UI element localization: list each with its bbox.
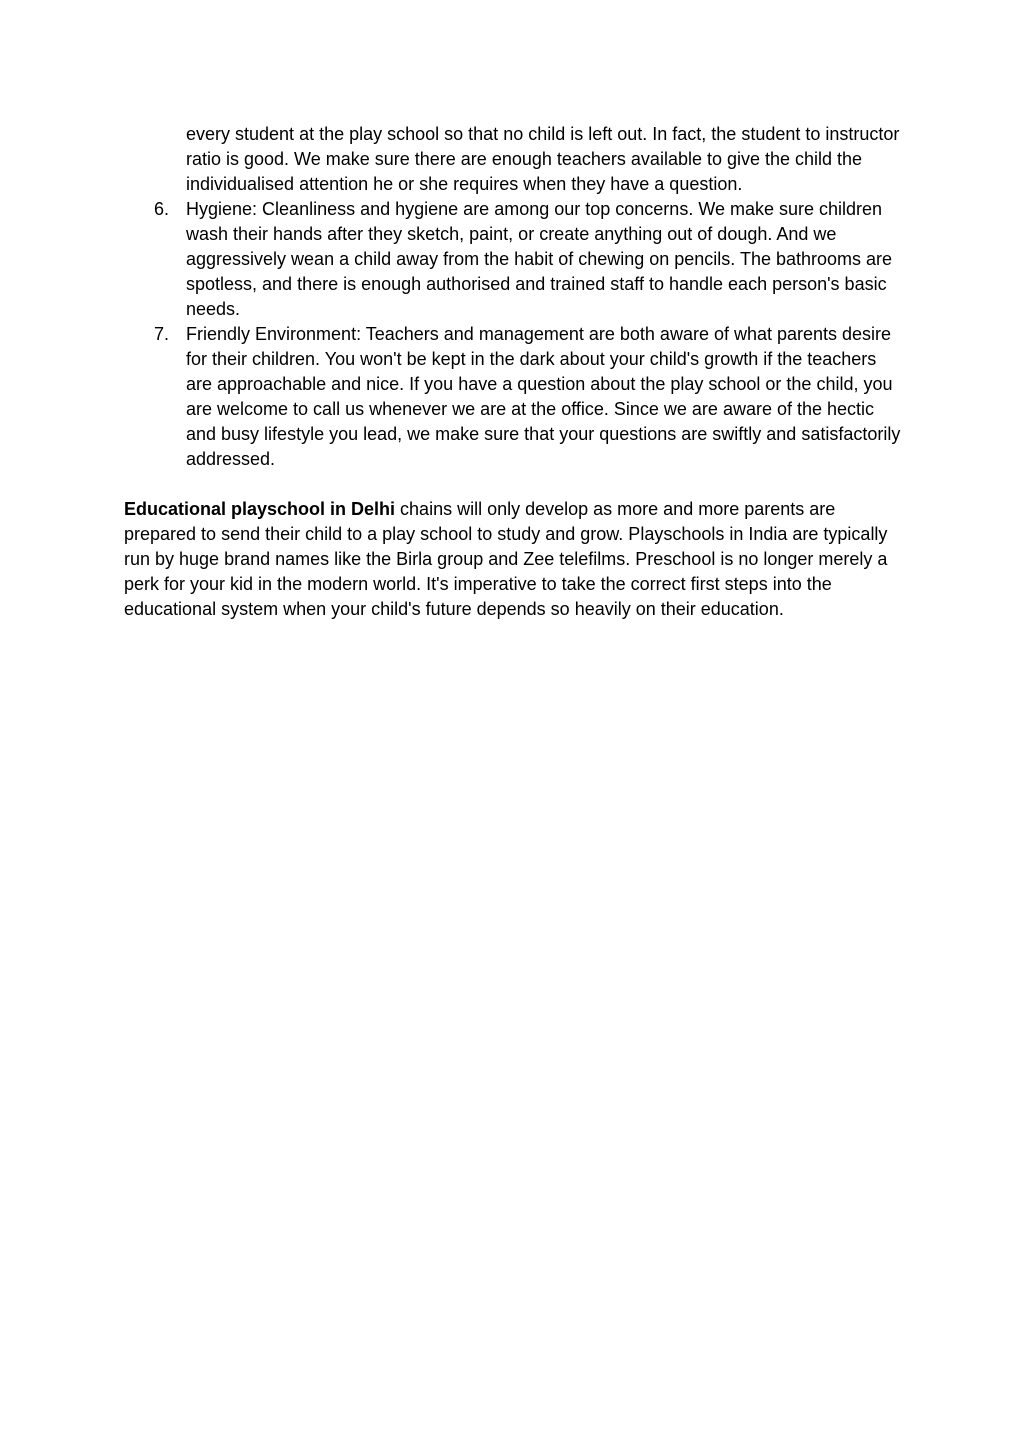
list-item-number: 6. <box>154 199 170 219</box>
closing-paragraph <box>124 497 904 622</box>
list-item-friendly-environment <box>124 322 904 472</box>
list-item-hygiene <box>124 197 904 322</box>
closing-paragraph-text: chains will only develop as more and more parents are prepared to send their child to a play school to study and grow. Playschools in India are typically run by huge brand names like the Birla group and Zee telefilms. Preschool is no longer merely a perk for your kid in the modern world. It's imperative to take the correct first steps into the educational system when your child's future depends so heavily on their education. <box>124 499 888 619</box>
list-item-text: Friendly Environment: Teachers and management are both aware of what parents desire for their children. You won't be kept in the dark about your child's growth if the teachers are approachable and nice. If you have a question about the play school or the child, you are welcome to call us whenever we are at the office. Since we are aware of the hectic and busy lifestyle you lead, we make sure that your questions are swiftly and satisfactorily addressed. <box>186 324 901 469</box>
list-item-number: 7. <box>154 324 170 344</box>
document-content <box>124 122 904 622</box>
list-item-continuation-text: every student at the play school so that no child is left out. In fact, the student to instructor ratio is good. We make sure there are enough teachers available to give the child the individualised attention he or she requires when they have a question. <box>186 124 900 194</box>
list-item-text: Hygiene: Cleanliness and hygiene are among our top concerns. We make sure children wash their hands after they sketch, paint, or create anything out of dough. And we aggressively wean a child away from the habit of chewing on pencils. The bathrooms are spotless, and there is enough authorised and trained staff to handle each person's basic needs. <box>186 199 893 319</box>
closing-paragraph-bold-phrase: Educational playschool in Delhi <box>124 499 396 519</box>
